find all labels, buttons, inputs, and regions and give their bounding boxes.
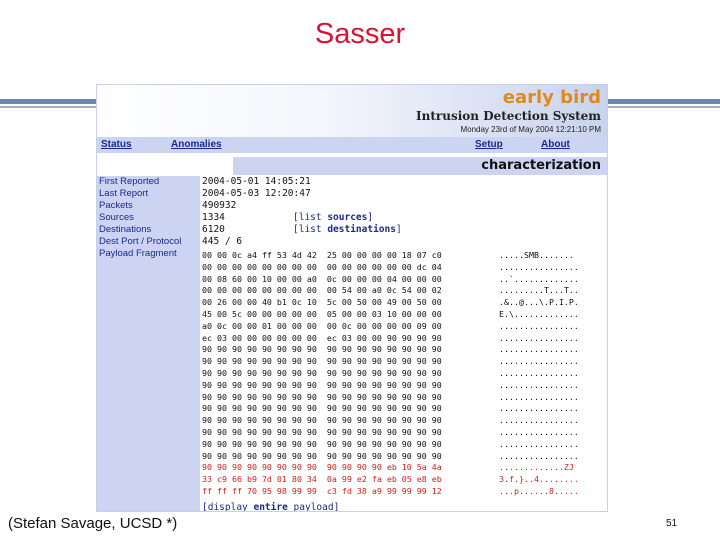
datestamp: Monday 23rd of May 2004 12:21:10 PM [460,125,601,134]
display-entire-payload-link[interactable] [202,502,339,512]
payload-ascii-row: ................ [499,261,579,272]
payload-hex-row: 00 00 0c a4 ff 53 4d 42 25 00 00 00 00 18 07 c0 [202,250,442,260]
field-label: First Reported [99,176,160,187]
nav-status[interactable]: Status [101,139,132,150]
payload-hex-row: 90 90 90 90 90 90 90 90 90 90 90 90 90 90 90 90 [202,391,442,402]
payload-ascii-row: ................ [499,450,579,461]
slide-title: Sasser [314,18,406,50]
nav-about[interactable]: About [541,139,570,150]
payload-ascii-row: ..`............. [499,273,579,284]
payload-hex-row: a0 0c 00 00 01 00 00 00 00 0c 00 00 00 00 09 00 [202,320,442,331]
payload-hex-row: 90 90 90 90 90 90 90 90 90 90 90 90 90 90 90 90 [202,438,442,449]
nav-bar [97,137,607,153]
payload-hex-row: 00 26 00 00 40 b1 0c 10 5c 00 50 00 49 00 50 00 [202,297,442,308]
payload-hex-row: 90 90 90 90 90 90 90 90 90 90 90 90 90 90 90 90 [202,415,442,426]
field-label: Sources [99,212,134,223]
nav-setup[interactable]: Setup [475,139,503,150]
slide-rule-thin-left [0,106,97,108]
payload-hex-row: 90 90 90 90 90 90 90 90 90 90 90 90 90 90 90 90 [202,427,442,437]
payload-ascii-row: .....SMB....... [499,250,574,260]
payload-ascii-row: .&..@...\.P.I.P. [499,297,579,308]
payload-ascii-row: ................ [499,344,579,355]
slide-rule-right [608,99,720,104]
section-header [233,157,607,175]
slide-credit: (Stefan Savage, UCSD *) [8,515,178,532]
footer-link-open: [display [202,502,254,512]
payload-hex-row: 90 90 90 90 90 90 90 90 90 90 90 90 90 90 90 90 [202,379,442,390]
payload-ascii-row: ................ [499,391,579,402]
payload-ascii-row: .............ZJ [499,462,574,473]
field-link-suffix: ] [367,212,374,223]
field-value: 490932 [202,200,237,211]
field-label: Dest Port / Protocol [99,236,182,247]
payload-hex-row: 90 90 90 90 90 90 90 90 90 90 90 90 90 90 90 90 [202,356,442,367]
field-label: Packets [99,200,133,211]
field-link-prefix: [list [293,224,328,235]
payload-hex-row: 90 90 90 90 90 90 90 90 90 90 90 90 90 90 90 90 [202,450,442,461]
field-link[interactable] [293,224,402,235]
slide-rule-thin-right [608,106,720,108]
field-label: Destinations [99,224,152,235]
slide-rule-left [0,99,97,104]
field-link-suffix: ] [395,224,402,235]
page-number: 51 [666,518,678,529]
field-value: 1334 [202,212,225,223]
field-label: Last Report [99,188,149,199]
field-value: 2004-05-03 12:20:47 [202,188,311,199]
brand-subtitle: Intrusion Detection System [416,109,601,123]
field-link-target: sources [327,212,368,223]
field-value: 2004-05-01 14:05:21 [202,176,311,187]
payload-ascii-row: .........T...T.. [499,285,579,296]
payload-hex-row: 90 90 90 90 90 90 90 90 90 90 90 90 90 90 90 90 [202,344,442,355]
payload-hex-row: 00 00 00 00 00 00 00 00 00 00 00 00 00 00 dc 04 [202,261,442,272]
payload-hex-row: 45 00 5c 00 00 00 00 00 05 00 00 03 10 00 00 00 [202,309,442,319]
field-link[interactable] [293,212,373,223]
payload-ascii-row: ................ [499,427,579,437]
payload-ascii-row: ...p......8..... [499,486,579,496]
payload-hex-row: ec 03 00 00 00 00 00 00 ec 03 00 00 90 90 90 90 [202,332,442,343]
field-link-prefix: [list [293,212,328,223]
payload-hex-row: 00 00 00 00 00 00 00 00 00 54 00 a0 0c 54 00 02 [202,285,442,296]
footer-link-close: payload] [287,502,340,512]
payload-ascii-row: ................ [499,379,579,390]
earlybird-screenshot [96,84,608,512]
field-label: Payload Fragment [99,248,177,259]
payload-ascii-row: ................ [499,332,579,343]
payload-ascii-row: 3.f.}..4........ [499,474,579,485]
payload-hex-row: 33 c9 66 b9 7d 01 80 34 0a 99 e2 fa eb 05 e8 eb [202,474,442,485]
brand-logo: early bird [502,87,601,108]
field-value: 445 / 6 [202,236,243,247]
payload-hex-row: 90 90 90 90 90 90 90 90 90 90 90 90 90 90 90 90 [202,403,442,414]
payload-hex-row: 90 90 90 90 90 90 90 90 90 90 90 90 90 90 90 90 [202,368,442,378]
payload-ascii-row: ................ [499,320,579,331]
app-banner [97,85,607,137]
payload-ascii-row: ................ [499,356,579,367]
payload-ascii-row: ................ [499,415,579,426]
payload-ascii-row: E.\............. [499,309,579,319]
field-value: 6120 [202,224,225,235]
footer-link-bold: entire [253,502,288,512]
payload-ascii-row: ................ [499,403,579,414]
payload-ascii-row: ................ [499,438,579,449]
section-title: characterization [481,158,601,173]
field-link-target: destinations [327,224,396,235]
nav-anomalies[interactable]: Anomalies [171,139,222,150]
payload-hex-row: 90 90 90 90 90 90 90 90 90 90 90 90 eb 10 5a 4a [202,462,442,473]
payload-ascii-row: ................ [499,368,579,378]
payload-hex-row: 00 08 60 00 10 00 00 a0 0c 00 00 00 04 00 00 00 [202,273,442,284]
payload-hex-row: ff ff ff 70 95 98 99 99 c3 fd 38 a9 99 99 99 12 [202,486,442,496]
